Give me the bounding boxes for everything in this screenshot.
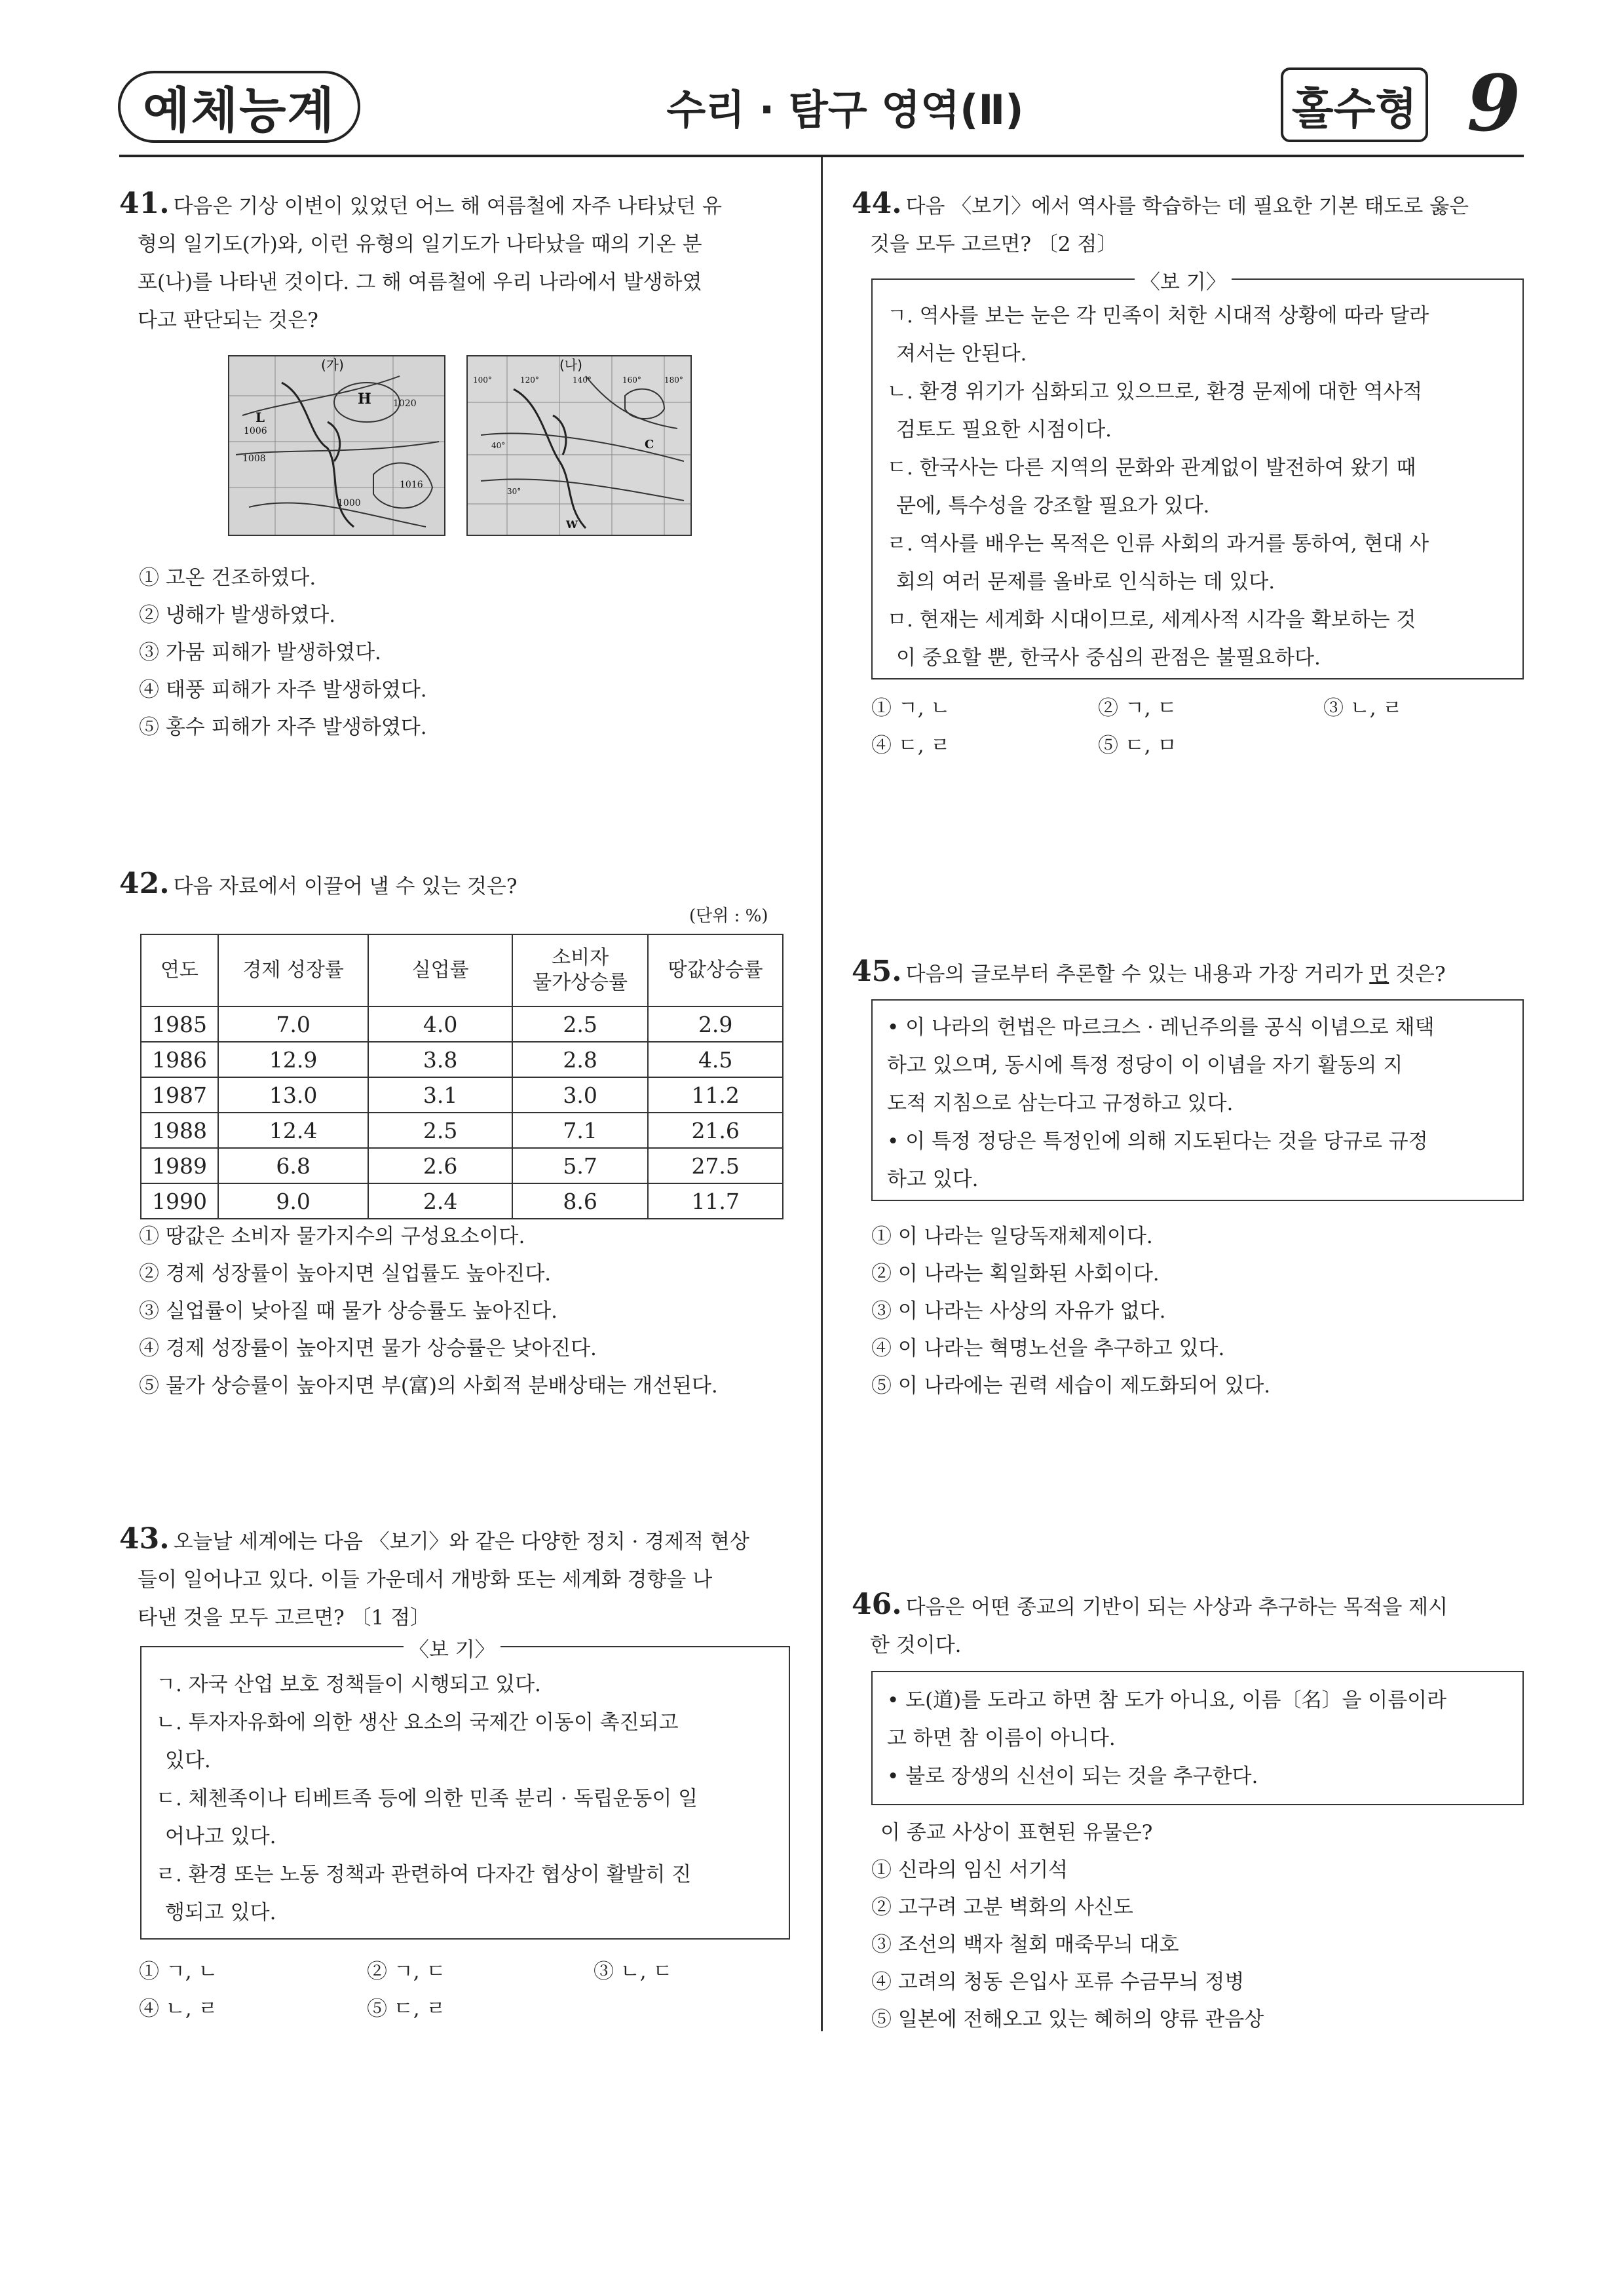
- table-row: 1988 12.4 2.5 7.1 21.6: [141, 1113, 783, 1148]
- column-header-unemployment: 실업률: [368, 934, 512, 1006]
- underlined-keyword: 먼: [1369, 963, 1389, 986]
- svg-text:120°: 120°: [520, 375, 539, 385]
- option-5[interactable]: ⑤ 일본에 전해오고 있는 혜허의 양류 관음상: [871, 2008, 1264, 2031]
- question-number: 46.: [852, 1588, 902, 1621]
- option-4[interactable]: ④ 이 나라는 혁명노선을 추구하고 있다.: [871, 1337, 1225, 1360]
- option-5[interactable]: ⑤ ㄷ, ㅁ: [1098, 734, 1177, 757]
- map-b-label: (나): [559, 357, 582, 373]
- option-1[interactable]: ① ㄱ, ㄴ: [139, 1960, 218, 1983]
- svg-text:1000: 1000: [337, 498, 361, 508]
- option-2[interactable]: ② ㄱ, ㄷ: [367, 1960, 446, 1983]
- option-2[interactable]: ② 경제 성장률이 높아지면 실업률도 높아진다.: [139, 1262, 552, 1286]
- bogi-title: 〈보 기〉: [1135, 265, 1232, 295]
- svg-text:160°: 160°: [622, 375, 641, 385]
- svg-text:140°: 140°: [573, 375, 592, 385]
- svg-text:100°: 100°: [473, 375, 492, 385]
- question-46-subquestion: 이 종교 사상이 표현된 유물은?: [880, 1821, 1153, 1845]
- svg-text:W: W: [566, 518, 578, 531]
- table-row: 1990 9.0 2.4 8.6 11.7: [141, 1183, 783, 1219]
- weather-map-a: [228, 355, 445, 536]
- option-5[interactable]: ⑤ 물가 상승률이 높아지면 부(富)의 사회적 분배상태는 개선된다.: [139, 1374, 718, 1398]
- svg-text:1020: 1020: [393, 398, 417, 409]
- column-header-year: 연도: [141, 934, 218, 1006]
- page-title: 수리 · 탐구 영역(Ⅱ): [666, 85, 1024, 134]
- question-45-stem: 45. 다음의 글로부터 추론할 수 있는 내용과 가장 거리가 먼 것은?: [852, 955, 1446, 988]
- option-2[interactable]: ② ㄱ, ㄷ: [1098, 697, 1177, 720]
- option-2[interactable]: ② 이 나라는 획일화된 사회이다.: [871, 1262, 1160, 1286]
- bogi-title: 〈보 기〉: [404, 1633, 500, 1662]
- temperature-map-b: [466, 355, 692, 536]
- option-2[interactable]: ② 고구려 고분 벽화의 사신도: [871, 1896, 1133, 1919]
- question-42-stem: 42. 다음 자료에서 이끌어 낼 수 있는 것은?: [119, 867, 518, 900]
- question-number: 41.: [119, 187, 170, 220]
- question-46-stem: 46. 다음은 어떤 종교의 기반이 되는 사상과 추구하는 목적을 제시 한 것이다.: [852, 1588, 1448, 1657]
- option-5[interactable]: ⑤ ㄷ, ㄹ: [367, 1997, 446, 2021]
- svg-text:1016: 1016: [400, 480, 423, 490]
- option-1[interactable]: ① ㄱ, ㄴ: [871, 697, 951, 720]
- table-header-row: [141, 934, 783, 1006]
- option-3[interactable]: ③ 조선의 백자 철회 매죽무늬 대호: [871, 1933, 1179, 1957]
- option-3[interactable]: ③ 가뭄 피해가 발생하였다.: [139, 641, 381, 664]
- question-number: 43.: [119, 1522, 170, 1556]
- option-4[interactable]: ④ ㄷ, ㄹ: [871, 734, 951, 757]
- question-number: 42.: [119, 867, 170, 900]
- option-1[interactable]: ① 고온 건조하였다.: [139, 566, 316, 590]
- bogi-box-43: 〈보 기〉 ㄱ. 자국 산업 보호 정책들이 시행되고 있다. ㄴ. 투자자유화에 의한 생산 요소의 국제간 이동이 촉진되고 있다. ㄷ. 체첸족이나 티베트족 등에 의한 민족 분리 · 독립운동이 일 어나고 있다. ㄹ. 환경 또는 노동 정책과 관련하여 다자간 협상이 활발히 진 행되고 있다.: [140, 1646, 790, 1940]
- question-44-stem: 44. 다음 〈보기〉에서 역사를 학습하는 데 필요한 기본 태도로 옳은 것을 모두 고르면? 〔2 점〕: [852, 187, 1469, 256]
- svg-text:40°: 40°: [491, 441, 506, 450]
- table-row: 1986 12.9 3.8 2.8 4.5: [141, 1042, 783, 1077]
- svg-text:1006: 1006: [244, 426, 267, 436]
- statistics-table: [140, 934, 784, 1219]
- exam-type-badge: 홀수형: [1281, 67, 1428, 142]
- option-5[interactable]: ⑤ 이 나라에는 권력 세습이 제도화되어 있다.: [871, 1374, 1271, 1398]
- option-5[interactable]: ⑤ 홍수 피해가 자주 발생하였다.: [139, 716, 427, 739]
- passage-box-46: • 도(道)를 도라고 하면 참 도가 아니요, 이름〔名〕을 이름이라 고 하면 참 이름이 아니다. • 불로 장생의 신선이 되는 것을 추구한다.: [871, 1671, 1524, 1805]
- option-4[interactable]: ④ ㄴ, ㄹ: [139, 1997, 218, 2021]
- option-3[interactable]: ③ ㄴ, ㄷ: [594, 1960, 673, 1983]
- option-4[interactable]: ④ 경제 성장률이 높아지면 물가 상승률은 낮아진다.: [139, 1337, 597, 1360]
- option-2[interactable]: ② 냉해가 발생하였다.: [139, 603, 336, 627]
- option-3[interactable]: ③ 실업률이 낮아질 때 물가 상승률도 높아진다.: [139, 1299, 558, 1323]
- passage-box-45: • 이 나라의 헌법은 마르크스 · 레닌주의를 공식 이념으로 채택 하고 있으며, 동시에 특정 정당이 이 이념을 자기 활동의 지 도적 지침으로 삼는다고 규정하고 있다. • 이 특정 정당은 특정인에 의해 지도된다는 것을 당규로 규정 하고 있다.: [871, 999, 1524, 1201]
- question-number: 45.: [852, 955, 902, 988]
- table-row: 1989 6.8 2.6 5.7 27.5: [141, 1148, 783, 1183]
- option-3[interactable]: ③ 이 나라는 사상의 자유가 없다.: [871, 1299, 1166, 1323]
- option-1[interactable]: ① 이 나라는 일당독재체제이다.: [871, 1225, 1153, 1248]
- page-number: 9: [1466, 57, 1521, 149]
- option-1[interactable]: ① 신라의 임신 서기석: [871, 1858, 1068, 1882]
- column-header-cpi: 소비자 물가상승률: [512, 934, 649, 1006]
- table-row: 1985 7.0 4.0 2.5 2.9: [141, 1006, 783, 1042]
- option-3[interactable]: ③ ㄴ, ㄹ: [1323, 697, 1403, 720]
- svg-text:180°: 180°: [664, 375, 683, 385]
- column-header-growth: 경제 성장률: [218, 934, 369, 1006]
- question-43-stem: 43. 오늘날 세계에는 다음 〈보기〉와 같은 다양한 정치 · 경제적 현상 들이 일어나고 있다. 이들 가운데서 개방화 또는 세계화 경향을 나 타낸 것을 모두 고르면? 〔1 점〕: [119, 1522, 749, 1630]
- section-badge: 예체능계: [118, 71, 360, 143]
- column-header-land-price: 땅값상승률: [648, 934, 783, 1006]
- temperature-map-b-graphic: [468, 356, 690, 535]
- table-unit: (단위 : %): [689, 906, 768, 926]
- bogi-box-44: 〈보 기〉 ㄱ. 역사를 보는 눈은 각 민족이 처한 시대적 상황에 따라 달라 져서는 안된다. ㄴ. 환경 위기가 심화되고 있으므로, 환경 문제에 대한 역사적 검토도 필요한 시점이다. ㄷ. 한국사는 다른 지역의 문화와 관계없이 발전하여 왔기 때 문에, 특수성을 강조할 필요가 있다. ㄹ. 역사를 배우는 목적은 인류 사회의 과거를 통하여, 현대 사 회의 여러 문제를 올바로 인식하는 데 있다. ㅁ. 현재는 세계화 시대이므로, 세계사적 시각을 확보하는 것 이 중요할 뿐, 한국사 중심의 관점은 불필요하다.: [871, 278, 1524, 679]
- weather-map-a-graphic: [229, 356, 444, 535]
- map-a-label: (가): [321, 357, 344, 373]
- table-row: 1987 13.0 3.1 3.0 11.2: [141, 1077, 783, 1113]
- option-4[interactable]: ④ 태풍 피해가 자주 발생하였다.: [139, 678, 427, 702]
- question-number: 44.: [852, 187, 902, 220]
- question-41-stem: 41. 다음은 기상 이변이 있었던 어느 해 여름철에 자주 나타났던 유 형의 일기도(가)와, 이런 유형의 일기도가 나타났을 때의 기온 분 포(나)를 나타낸 것이다. 그 해 여름철에 우리 나라에서 발생하였 다고 판단되는 것은?: [119, 187, 722, 332]
- svg-text:L: L: [255, 410, 265, 425]
- svg-text:C: C: [645, 438, 654, 451]
- svg-text:1008: 1008: [242, 453, 266, 464]
- option-1[interactable]: ① 땅값은 소비자 물가지수의 구성요소이다.: [139, 1225, 525, 1248]
- option-4[interactable]: ④ 고려의 청동 은입사 포류 수금무늬 정병: [871, 1970, 1245, 1994]
- column-divider: [821, 157, 823, 2031]
- svg-text:H: H: [358, 391, 371, 408]
- svg-text:30°: 30°: [507, 487, 521, 496]
